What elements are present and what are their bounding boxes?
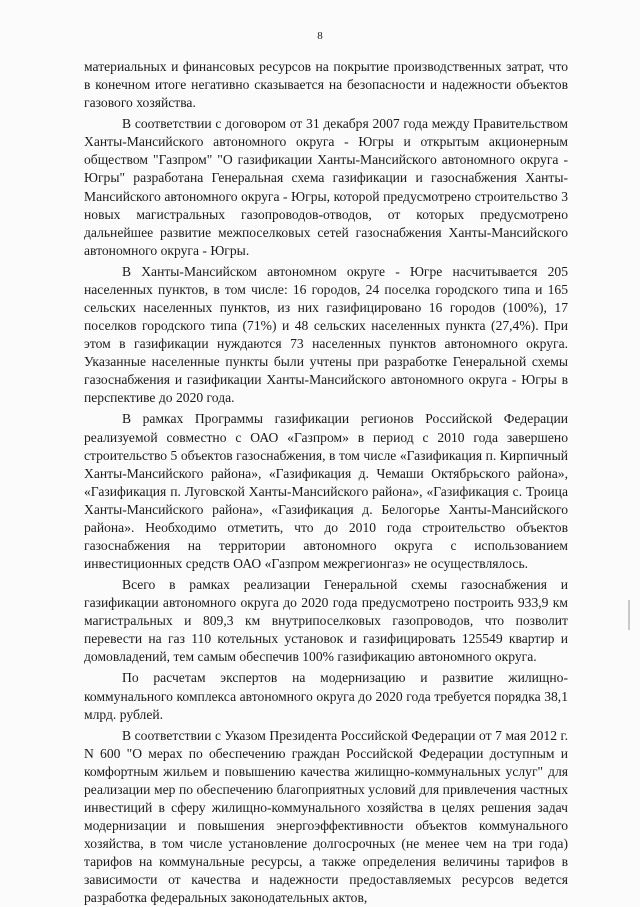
paragraph-presidential-decree: В соответствии с Указом Президента Российской Федерации от 7 мая 2012 г. N 600 "О мерах по обеспечению граждан Российской Федерации доступным и комфортным жильем и повышению качества жилищно-коммунальных услуг" для реализации мер по обеспечению благоприятных условий для привлечения частных инвестиций в сферу жилищно-коммунального хозяйства в целях решения задач модернизации и повышения энергоэффективности объектов коммунального хозяйства, в том числе установление долгосрочных (не менее чем на три года) тарифов на коммунальные ресурсы, а также определения величины тарифов в зависимости от качества и надежности предоставляемых ресурсов ведется разработка федеральных законодательных актов, xyxy=(84,727,568,906)
paragraph-pipeline-totals: Всего в рамках реализации Генеральной схемы газоснабжения и газификации автономного округа до 2020 года предусмотрено построить 933,9 км магистральных и 809,3 км внутрипоселковых газопроводов, что позволит перевести на газ 110 котельных установок и газифицировать 125549 квартир и домовладений, тем самым обеспечив 100% газификацию автономного округа. xyxy=(84,577,568,665)
page-number: 8 xyxy=(317,30,323,42)
paragraph-continuation: материальных и финансовых ресурсов на покрытие производственных затрат, что в конечном итоге негативно сказывается на безопасности и надежности объектов газового хозяйства. xyxy=(84,59,568,111)
paragraph-gazprom-program: В рамках Программы газификации регионов Российской Федерации реализуемой совместно с ОАО «Газпром» в период с 2010 года завершено строительство 5 объектов газоснабжения, в том числе «Газификация п. Кирпичный Ханты-Мансийского района», «Газификация д. Чемаши Октябрьского района», «Газификация п. Луговской Ханты-Мансийского района», «Газификация с. Троица Ханты-Мансийского района», «Газификация д. Белогорье Ханты-Мансийского района». Необходимо отметить, что до 2010 года строительство объектов газоснабжения на территории автономного округа с использованием инвестиционных средств ОАО «Газпром межрегионгаз» не осуществлялось. xyxy=(84,411,568,571)
document-body xyxy=(84,58,568,907)
paragraph-settlements: В Ханты-Мансийском автономном округе - Югре насчитывается 205 населенных пунктов, в том числе: 16 городов, 24 поселка городского типа и 165 сельских населенных пунктов, из них газифицировано 16 городов (100%), 17 поселков городского типа (71%) и 48 сельских населенных пункта (27,4%). При этом в газификации нуждаются 73 населенных пунктов автономного округа. Указанные населенные пункты были учтены при разработке Генеральной схемы газоснабжения и газификации Ханты-Мансийского автономного округа - Югры в перспективе до 2020 года. xyxy=(84,263,568,406)
paragraph-expert-estimates: По расчетам экспертов на модернизацию и развитие жилищно-коммунального комплекса автономного округа до 2020 года требуется порядка 38,1 млрд. рублей. xyxy=(84,670,568,722)
paragraph-general-scheme: В соответствии с договором от 31 декабря 2007 года между Правительством Ханты-Мансийского автономного округа - Югры и открытым акционерным обществом "Газпром" "О газификации Ханты-Мансийского автономного округа - Югры" разработана Генеральная схема газификации и газоснабжения Ханты-Мансийского автономного округа - Югры, которой предусмотрено строительство 3 новых магистральных газопроводов-отводов, от которых предусмотрено дальнейшее развитие межпоселковых сетей газоснабжения Ханты-Мансийского автономного округа - Югры. xyxy=(84,116,568,258)
scan-edge-mark xyxy=(628,600,630,630)
